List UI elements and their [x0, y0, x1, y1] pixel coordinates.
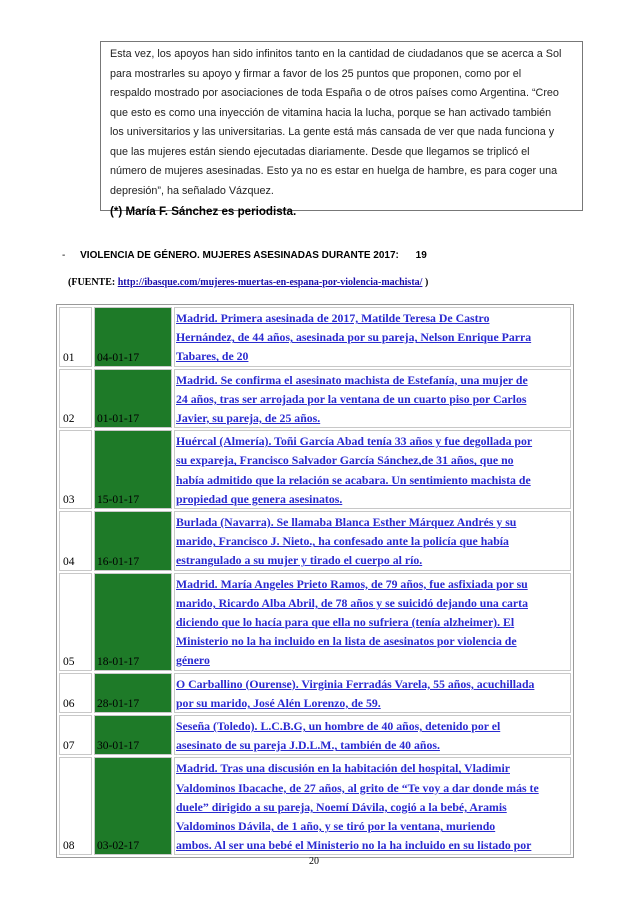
victim-link-line[interactable]: Madrid. Tras una discusión en la habitación del hospital, Vladimir [176, 761, 510, 776]
quote-line: los universitarios y las universitarias. La gente está más cansada de ver que nada funciona y [110, 126, 555, 138]
source-suffix: ) [422, 277, 429, 288]
victim-link-line[interactable]: Valdominos Ibacache, de 27 años, al grito de “Te voy a dar donde más te [176, 780, 539, 795]
victim-number: 08 [59, 757, 92, 855]
victim-link-line[interactable]: Javier, su pareja, de 25 años. [176, 411, 321, 426]
victim-description [174, 430, 571, 509]
victim-link-line[interactable]: estrangulado a su mujer y tirado el cuerpo al río. [176, 553, 423, 568]
quote-line: Esta vez, los apoyos han sido infinitos tanto en la cantidad de ciudadanos que se acerca a Sol [110, 48, 562, 60]
heading-dash: - [62, 250, 66, 261]
victim-link-line[interactable]: marido, Ricardo Alba Abril, de 78 años y se suicidó dejando una carta [176, 595, 528, 610]
victim-description [174, 715, 571, 755]
quote-line: que las mujeres están siendo ejecutadas diariamente. Desde que llegamos se triplicó el [110, 145, 530, 158]
victim-description [174, 307, 571, 367]
table-row [59, 573, 571, 671]
victim-description [174, 673, 571, 713]
victim-link-line[interactable]: Tabares, de 20 [176, 349, 249, 364]
victim-link-line[interactable]: Hernández, de 44 años, asesinada por su pareja, Nelson Enrique Parra [176, 330, 532, 345]
victims-table [56, 304, 574, 858]
victim-date: 03-02-17 [94, 757, 172, 855]
section-heading [62, 250, 427, 261]
victim-date: 15-01-17 [94, 430, 172, 509]
victim-date: 16-01-17 [94, 511, 172, 571]
victim-description [174, 757, 571, 855]
table-row [59, 430, 571, 509]
victim-link-line[interactable]: 24 años, tras ser arrojada por la ventana de un cuarto piso por Carlos [176, 391, 527, 406]
quote-line: depresión”, ha señalado Vázquez. [110, 184, 274, 197]
victim-link-line[interactable]: duele” dirigido a su pareja, Noemí Dávila, cogió a la bebé, Aramis [176, 799, 507, 814]
victim-number: 03 [59, 430, 92, 509]
victim-link-line[interactable]: ambos. Al ser una bebé el Ministerio no la ha incluido en su listado por [176, 838, 532, 853]
victim-description [174, 573, 571, 671]
victim-number: 01 [59, 307, 92, 367]
table-row [59, 369, 571, 429]
victim-description [174, 369, 571, 429]
author-note: (*) María F. Sánchez es periodista. [110, 205, 297, 218]
victim-link-line[interactable]: asesinato de su pareja J.D.L.M., también de 40 años. [176, 738, 440, 753]
victim-link-line[interactable]: marido, Francisco J. Nieto., ha confesado ante la policía que había [176, 534, 509, 549]
victim-link-line[interactable]: género [176, 653, 210, 668]
victim-link-line[interactable]: Valdominos Dávila, de 1 año, y se tiró por la ventana, muriendo [176, 819, 496, 834]
victim-date: 30-01-17 [94, 715, 172, 755]
victim-date: 04-01-17 [94, 307, 172, 367]
table-row [59, 715, 571, 755]
victim-number: 06 [59, 673, 92, 713]
table-row [59, 307, 571, 367]
page-number: 20 [309, 856, 319, 867]
section-title: VIOLENCIA DE GÉNERO. MUJERES ASESINADAS DURANTE 2017: [80, 250, 399, 261]
victim-number: 07 [59, 715, 92, 755]
victim-link-line[interactable]: Ministerio no la ha incluido en la lista de asesinatos por violencia de [176, 634, 517, 649]
victim-link-line[interactable]: propiedad que genera asesinatos. [176, 491, 343, 506]
victim-link-line[interactable]: O Carballino (Ourense). Virginia Ferradás Varela, 55 años, acuchillada [176, 676, 535, 691]
victim-number: 04 [59, 511, 92, 571]
source-link[interactable]: http://ibasque.com/mujeres-muertas-en-espana-por-violencia-machista/ [117, 277, 423, 288]
victim-link-line[interactable]: su expareja, Francisco Salvador García Sánchez,de 31 años, que no [176, 453, 514, 468]
victim-link-line[interactable]: diciendo que lo hacía para que ella no sufriera (tenía alzheimer). El [176, 615, 515, 630]
victim-link-line[interactable]: por su marido, José Alén Lorenzo, de 59. [176, 695, 381, 710]
victim-link-line[interactable]: Madrid. Primera asesinada de 2017, Matilde Teresa De Castro [176, 311, 490, 325]
table-row [59, 511, 571, 571]
victim-date: 01-01-17 [94, 369, 172, 429]
victim-link-line[interactable]: Seseña (Toledo). L.C.B.G, un hombre de 40 años, detenido por el [176, 719, 501, 734]
source-prefix: (FUENTE: [68, 277, 118, 288]
victim-description [174, 511, 571, 571]
table-row [59, 757, 571, 855]
victim-link-line[interactable]: Madrid. María Angeles Prieto Ramos, de 79 años, fue asfixiada por su [176, 576, 528, 591]
source-line [68, 277, 428, 288]
victim-number: 05 [59, 573, 92, 671]
victim-date: 28-01-17 [94, 673, 172, 713]
victim-link-line[interactable]: había admitido que la relación se acabara. Un sentimiento machista de [176, 472, 531, 487]
quote-line: que esto es como una inyección de vitamina hacia la lucha, porque se han activado también [110, 106, 552, 119]
victim-link-line[interactable]: Huércal (Almería). Toñi García Abad tenía 33 años y fue degollada por [176, 434, 533, 449]
victim-count: 19 [415, 250, 427, 261]
victim-link-line[interactable]: Madrid. Se confirma el asesinato machista de Estefanía, una mujer de [176, 372, 528, 387]
quote-line: para mostrarles su apoyo y firmar a favor de los 25 puntos que proponen, como por el [110, 67, 522, 80]
quote-line: respaldo mostrado por asociaciones de toda España o de otros países como Argentina. “Creo [110, 87, 559, 99]
quote-box [100, 41, 583, 218]
victim-number: 02 [59, 369, 92, 429]
victim-date: 18-01-17 [94, 573, 172, 671]
quote-line: número de mujeres asesinadas. Esto ya no es estar en huelga de hambre, es para coger una [110, 165, 558, 177]
table-row [59, 673, 571, 713]
victim-link-line[interactable]: Burlada (Navarra). Se llamaba Blanca Esther Márquez Andrés y su [176, 515, 517, 530]
